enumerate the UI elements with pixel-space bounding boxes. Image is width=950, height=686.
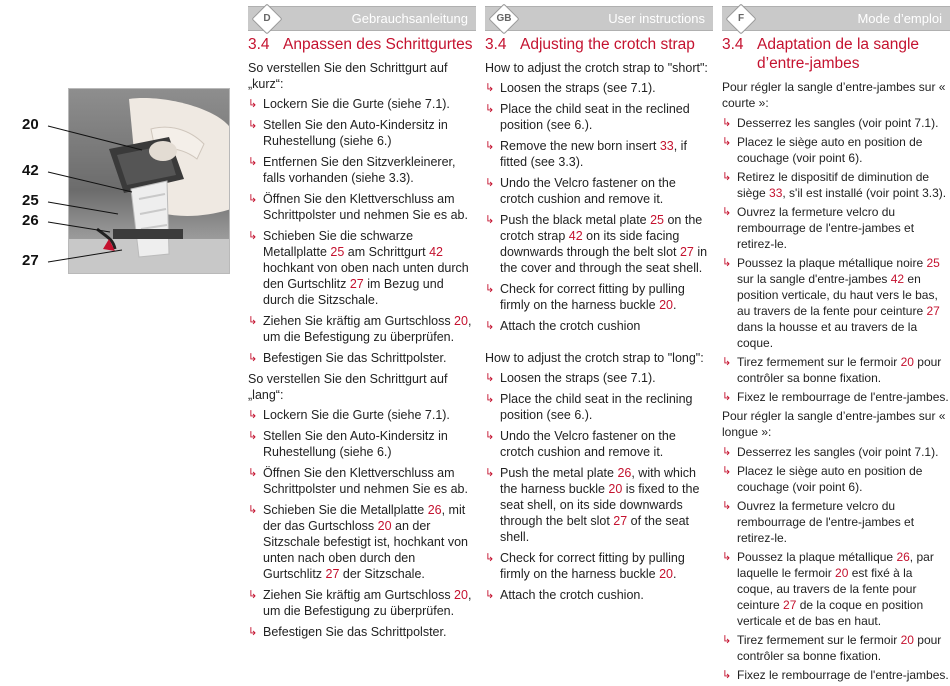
- arrow-bullet-icon: ↳: [248, 119, 258, 131]
- step-list: [248, 96, 476, 366]
- arrow-bullet-icon: ↳: [485, 372, 495, 384]
- list-item: [722, 389, 950, 405]
- arrow-bullet-icon: ↳: [248, 504, 258, 516]
- list-item: [722, 549, 950, 629]
- arrow-bullet-icon: ↳: [485, 552, 495, 564]
- step-text: Stellen Sie den Auto-Kindersitz in Ruhestellung (siehe 6.): [263, 118, 448, 148]
- part-reference: 20: [835, 566, 849, 580]
- step-text: Befestigen Sie das Schrittpolster.: [263, 625, 447, 639]
- step-text: Ouvrez la fermeture velcro du rembourrage de l'entre-jambes et retirez-le.: [737, 205, 915, 251]
- language-header-band: [485, 6, 713, 31]
- section-number: 3.4: [485, 36, 507, 53]
- step-text: pour contrôler sa bonne fixation.: [737, 355, 942, 385]
- arrow-bullet-icon: ↳: [248, 409, 258, 421]
- crotch-strap-figure: [22, 88, 230, 274]
- step-text: im Bezug und durch die Sitzschale.: [263, 277, 444, 307]
- step-text: of the seat shell.: [500, 514, 690, 544]
- part-reference: 26: [617, 466, 632, 480]
- list-item: [485, 550, 713, 582]
- step-text: , um die Befestigung zu überprüfen.: [263, 314, 472, 344]
- step-text: Place the child seat in the reclining position (see 6.).: [500, 392, 693, 422]
- step-text: Befestigen Sie das Schrittpolster.: [263, 351, 447, 365]
- section-number: 3.4: [248, 36, 270, 53]
- step-text: Loosen the straps (see 7.1).: [500, 81, 656, 95]
- arrow-bullet-icon: ↳: [248, 430, 258, 442]
- list-item: [248, 96, 476, 112]
- step-text: dans la housse et au travers de la coque.: [737, 320, 918, 350]
- step-text: Push the metal plate: [500, 466, 618, 480]
- step-text: Desserrez les sangles (voir point 7.1).: [737, 116, 939, 130]
- list-item: [485, 212, 713, 276]
- band-title: User instructions: [608, 11, 705, 26]
- language-code: GB: [496, 13, 512, 24]
- part-reference: 20: [900, 355, 914, 369]
- list-item: [722, 354, 950, 386]
- part-reference: 20: [608, 482, 623, 496]
- list-item: [485, 101, 713, 133]
- list-item: [722, 134, 950, 166]
- arrow-bullet-icon: ↳: [722, 171, 732, 183]
- arrow-bullet-icon: ↳: [485, 283, 495, 295]
- arrow-bullet-icon: ↳: [248, 98, 258, 110]
- step-text: Ziehen Sie kräftig am Gurtschloss: [263, 314, 455, 328]
- list-item: [248, 350, 476, 366]
- arrow-bullet-icon: ↳: [722, 257, 732, 269]
- part-reference: 42: [890, 272, 905, 286]
- step-text: Undo the Velcro fastener on the crotch cushion and remove it.: [500, 429, 676, 459]
- arrow-bullet-icon: ↳: [722, 136, 732, 148]
- list-item: [485, 370, 713, 386]
- list-item: [722, 498, 950, 546]
- step-list: [722, 115, 950, 405]
- step-text: Öffnen Sie den Klettverschluss am Schrittpolster und nehmen Sie es ab.: [263, 192, 468, 222]
- arrow-bullet-icon: ↳: [485, 214, 495, 226]
- language-badge: [725, 3, 756, 34]
- procedure-intro: So verstellen Sie den Schrittgurt auf „lang“:: [248, 372, 448, 402]
- list-item: [485, 428, 713, 460]
- step-text: an der Sitzschale befestigt ist, hochkant von unten nach oben durch den Gurtschlitz: [263, 519, 468, 581]
- arrow-bullet-icon: ↳: [485, 177, 495, 189]
- step-text: Place the child seat in the reclined position (see 6.).: [500, 102, 690, 132]
- column-french: [722, 6, 950, 686]
- part-reference: 26: [427, 503, 442, 517]
- part-reference: 20: [454, 588, 468, 602]
- arrow-bullet-icon: ↳: [722, 669, 732, 681]
- step-list: [485, 80, 713, 334]
- step-text: Entfernen Sie den Sitzverkleinerer, falls vorhanden (siehe 3.3).: [263, 155, 456, 185]
- procedure-intro: How to adjust the crotch strap to "long":: [485, 351, 704, 365]
- step-text: Poussez la plaque métallique: [737, 550, 897, 564]
- language-badge: [251, 3, 282, 34]
- step-text: Loosen the straps (see 7.1).: [500, 371, 656, 385]
- list-item: [485, 587, 713, 603]
- list-item: [485, 175, 713, 207]
- callout-42: 42: [22, 162, 39, 179]
- section-heading: [485, 35, 713, 54]
- section-heading: [248, 35, 476, 54]
- section-title: Adaptation de la sangle d’entre-jambes: [757, 36, 920, 72]
- part-reference: 26: [896, 550, 910, 564]
- part-reference: 25: [650, 213, 664, 227]
- list-item: [485, 391, 713, 423]
- step-text: in the cover and through the seat shell.: [500, 245, 708, 275]
- step-text: pour contrôler sa bonne fixation.: [737, 633, 942, 663]
- list-item: [722, 115, 950, 131]
- arrow-bullet-icon: ↳: [722, 206, 732, 218]
- part-reference: 20: [377, 519, 392, 533]
- step-text: Schieben Sie die Metallplatte: [263, 503, 428, 517]
- list-item: [248, 313, 476, 345]
- arrow-bullet-icon: ↳: [722, 634, 732, 646]
- language-badge: [488, 3, 519, 34]
- arrow-bullet-icon: ↳: [248, 156, 258, 168]
- step-text: on its side facing downwards through the belt slot: [500, 229, 680, 259]
- arrow-bullet-icon: ↳: [248, 230, 258, 242]
- part-reference: 42: [429, 245, 443, 259]
- step-text: is fixed to the seat shell, on its side downwards through the belt slot: [500, 482, 700, 528]
- step-text: Undo the Velcro fastener on the crotch cushion and remove it.: [500, 176, 676, 206]
- step-text: Schieben Sie die schwarze Metallplatte: [263, 229, 414, 259]
- arrow-bullet-icon: ↳: [248, 589, 258, 601]
- band-title: Mode d’emploi: [857, 11, 942, 26]
- arrow-bullet-icon: ↳: [722, 117, 732, 129]
- step-text: Attach the crotch cushion.: [500, 588, 644, 602]
- arrow-bullet-icon: ↳: [722, 391, 732, 403]
- step-text: .: [673, 298, 677, 312]
- part-reference: 20: [659, 567, 674, 581]
- arrow-bullet-icon: ↳: [248, 315, 258, 327]
- step-list: [722, 444, 950, 683]
- callout-27: 27: [22, 252, 39, 269]
- list-item: [248, 407, 476, 423]
- part-reference: 20: [454, 314, 468, 328]
- step-text: Ziehen Sie kräftig am Gurtschloss: [263, 588, 455, 602]
- step-text: sur la sangle d'entre-jambes: [737, 272, 891, 286]
- part-reference: 27: [926, 304, 940, 318]
- arrow-bullet-icon: ↳: [485, 140, 495, 152]
- part-reference: 27: [325, 567, 340, 581]
- part-reference: 20: [900, 633, 914, 647]
- step-text: Placez le siège auto en position de couchage (voir point 6).: [737, 464, 923, 494]
- step-text: de la coque en position verticale et de bas en haut.: [737, 598, 924, 628]
- section-number: 3.4: [722, 36, 744, 53]
- part-reference: 25: [926, 256, 940, 270]
- section-title: Anpassen des Schrittgurtes: [283, 36, 473, 53]
- step-text: Desserrez les sangles (voir point 7.1).: [737, 445, 939, 459]
- step-text: der Sitzschale.: [339, 567, 425, 581]
- arrow-bullet-icon: ↳: [485, 589, 495, 601]
- list-item: [248, 428, 476, 460]
- list-item: [248, 502, 476, 582]
- language-header-band: [248, 6, 476, 31]
- band-title: Gebrauchsanleitung: [351, 11, 468, 26]
- step-text: , um die Befestigung zu überprüfen.: [263, 588, 472, 618]
- step-text: Retirez le dispositif de diminution de siège: [737, 170, 930, 200]
- list-item: [248, 191, 476, 223]
- step-text: Poussez la plaque métallique noire: [737, 256, 927, 270]
- step-text: est fixé à la coque, au travers de la fente pour ceinture: [737, 566, 917, 612]
- arrow-bullet-icon: ↳: [248, 193, 258, 205]
- step-text: on the crotch strap: [500, 213, 703, 243]
- arrow-bullet-icon: ↳: [722, 465, 732, 477]
- list-item: [248, 624, 476, 640]
- section-heading: [722, 35, 950, 73]
- list-item: [485, 80, 713, 96]
- arrow-bullet-icon: ↳: [485, 467, 495, 479]
- language-code: F: [737, 13, 745, 24]
- step-text: am Schrittgurt: [344, 245, 430, 259]
- step-text: Remove the new born insert: [500, 139, 660, 153]
- step-text: Lockern Sie die Gurte (siehe 7.1).: [263, 97, 450, 111]
- list-item: [485, 318, 713, 334]
- procedure-intro: Pour régler la sangle d’entre-jambes sur « courte »:: [722, 80, 946, 110]
- step-list: [248, 407, 476, 640]
- part-reference: 27: [613, 514, 628, 528]
- step-text: Stellen Sie den Auto-Kindersitz in Ruhestellung (siehe 6.): [263, 429, 448, 459]
- list-item: [248, 587, 476, 619]
- part-reference: 25: [330, 245, 345, 259]
- step-text: Lockern Sie die Gurte (siehe 7.1).: [263, 408, 450, 422]
- list-item: [722, 204, 950, 252]
- arrow-bullet-icon: ↳: [248, 352, 258, 364]
- step-text: Fixez le rembourrage de l'entre-jambes.: [737, 668, 949, 682]
- step-list: [485, 370, 713, 603]
- arrow-bullet-icon: ↳: [722, 356, 732, 368]
- part-reference: 33: [769, 186, 783, 200]
- step-text: , par laquelle le fermoir: [737, 550, 934, 580]
- arrow-bullet-icon: ↳: [722, 500, 732, 512]
- list-item: [722, 463, 950, 495]
- arrow-bullet-icon: ↳: [485, 103, 495, 115]
- step-text: , mit der das Gurtschloss: [263, 503, 466, 533]
- part-reference: 27: [679, 245, 694, 259]
- step-text: , s'il est installé (voir point 3.3).: [782, 186, 947, 200]
- step-text: Attach the crotch cushion: [500, 319, 641, 333]
- list-item: [722, 632, 950, 664]
- step-text: Check for correct fitting by pulling firmly on the harness buckle: [500, 282, 685, 312]
- list-item: [248, 117, 476, 149]
- column-german: [248, 6, 476, 645]
- procedure-intro: So verstellen Sie den Schrittgurt auf „kurz“:: [248, 61, 448, 91]
- list-item: [485, 138, 713, 170]
- part-reference: 42: [568, 229, 583, 243]
- step-text: Öffnen Sie den Klettverschluss am Schrittpolster und nehmen Sie es ab.: [263, 466, 468, 496]
- section-title: Adjusting the crotch strap: [520, 36, 695, 53]
- arrow-bullet-icon: ↳: [485, 430, 495, 442]
- list-item: [248, 465, 476, 497]
- list-item: [248, 154, 476, 186]
- part-reference: 33: [659, 139, 674, 153]
- list-item: [248, 228, 476, 308]
- step-text: Ouvrez la fermeture velcro du rembourrage de l'entre-jambes et retirez-le.: [737, 499, 915, 545]
- language-code: D: [263, 13, 271, 24]
- arrow-bullet-icon: ↳: [248, 626, 258, 638]
- step-text: .: [673, 567, 677, 581]
- callout-leaders: [22, 88, 230, 274]
- procedure-intro: Pour régler la sangle d’entre-jambes sur « longue »:: [722, 409, 946, 439]
- step-text: en position verticale, du haut vers le bas, au travers de la fente pour ceinture: [737, 272, 938, 318]
- callout-25: 25: [22, 192, 39, 209]
- step-text: hochkant von oben nach unten durch den Gurtschlitz: [263, 261, 469, 291]
- list-item: [722, 255, 950, 351]
- list-item: [485, 281, 713, 313]
- step-text: Push the black metal plate: [500, 213, 651, 227]
- language-header-band: [722, 6, 950, 31]
- list-item: [722, 444, 950, 460]
- step-text: Check for correct fitting by pulling firmly on the harness buckle: [500, 551, 685, 581]
- step-text: , with which the harness buckle: [500, 466, 696, 496]
- list-item: [485, 465, 713, 545]
- arrow-bullet-icon: ↳: [722, 551, 732, 563]
- arrow-bullet-icon: ↳: [485, 393, 495, 405]
- step-text: , if fitted (see 3.3).: [500, 139, 687, 169]
- column-english: [485, 6, 713, 608]
- step-text: Placez le siège auto en position de couchage (voir point 6).: [737, 135, 923, 165]
- arrow-bullet-icon: ↳: [722, 446, 732, 458]
- arrow-bullet-icon: ↳: [248, 467, 258, 479]
- step-text: Tirez fermement sur le fermoir: [737, 633, 901, 647]
- step-text: Tirez fermement sur le fermoir: [737, 355, 901, 369]
- step-text: Fixez le rembourrage de l'entre-jambes.: [737, 390, 949, 404]
- arrow-bullet-icon: ↳: [485, 320, 495, 332]
- callout-26: 26: [22, 212, 39, 229]
- part-reference: 27: [349, 277, 364, 291]
- arrow-bullet-icon: ↳: [485, 82, 495, 94]
- part-reference: 27: [783, 598, 797, 612]
- part-reference: 20: [659, 298, 674, 312]
- list-item: [722, 169, 950, 201]
- list-item: [722, 667, 950, 683]
- procedure-intro: How to adjust the crotch strap to "short":: [485, 61, 708, 75]
- callout-20: 20: [22, 116, 39, 133]
